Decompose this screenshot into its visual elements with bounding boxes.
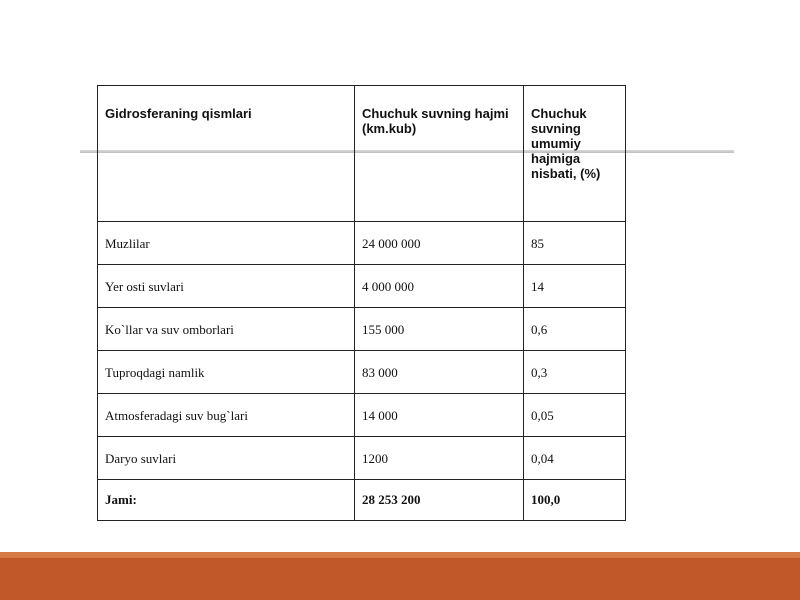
table-row bbox=[98, 437, 626, 480]
footer-accent-bar bbox=[0, 552, 800, 600]
header-freshwater-share: Chuchuk suvning umumiy hajmiga nisbati, (%) bbox=[524, 86, 626, 222]
row-percent: 0,05 bbox=[524, 394, 626, 437]
row-percent: 14 bbox=[524, 265, 626, 308]
row-name: Ko`llar va suv omborlari bbox=[98, 308, 355, 351]
table-row bbox=[98, 351, 626, 394]
freshwater-table bbox=[97, 85, 626, 521]
header-freshwater-volume: Chuchuk suvning hajmi (km.kub) bbox=[355, 86, 524, 222]
row-volume: 4 000 000 bbox=[355, 265, 524, 308]
row-percent: 0,3 bbox=[524, 351, 626, 394]
row-name: Yer osti suvlari bbox=[98, 265, 355, 308]
row-name: Atmosferadagi suv bug`lari bbox=[98, 394, 355, 437]
table-row bbox=[98, 308, 626, 351]
row-volume: 155 000 bbox=[355, 308, 524, 351]
row-percent: 0,04 bbox=[524, 437, 626, 480]
table-row bbox=[98, 265, 626, 308]
row-name: Daryo suvlari bbox=[98, 437, 355, 480]
table-total-row bbox=[98, 480, 626, 521]
table-row bbox=[98, 222, 626, 265]
row-volume: 14 000 bbox=[355, 394, 524, 437]
row-volume: 24 000 000 bbox=[355, 222, 524, 265]
total-label: Jami: bbox=[98, 480, 355, 521]
row-percent: 0,6 bbox=[524, 308, 626, 351]
row-name: Muzlilar bbox=[98, 222, 355, 265]
table-header-row bbox=[98, 86, 626, 222]
row-volume: 83 000 bbox=[355, 351, 524, 394]
row-percent: 85 bbox=[524, 222, 626, 265]
total-percent: 100,0 bbox=[524, 480, 626, 521]
row-volume: 1200 bbox=[355, 437, 524, 480]
total-volume: 28 253 200 bbox=[355, 480, 524, 521]
header-hydrosphere-parts: Gidrosferaning qismlari bbox=[98, 86, 355, 222]
table-row bbox=[98, 394, 626, 437]
row-name: Tuproqdagi namlik bbox=[98, 351, 355, 394]
footer-accent-highlight bbox=[0, 552, 800, 558]
